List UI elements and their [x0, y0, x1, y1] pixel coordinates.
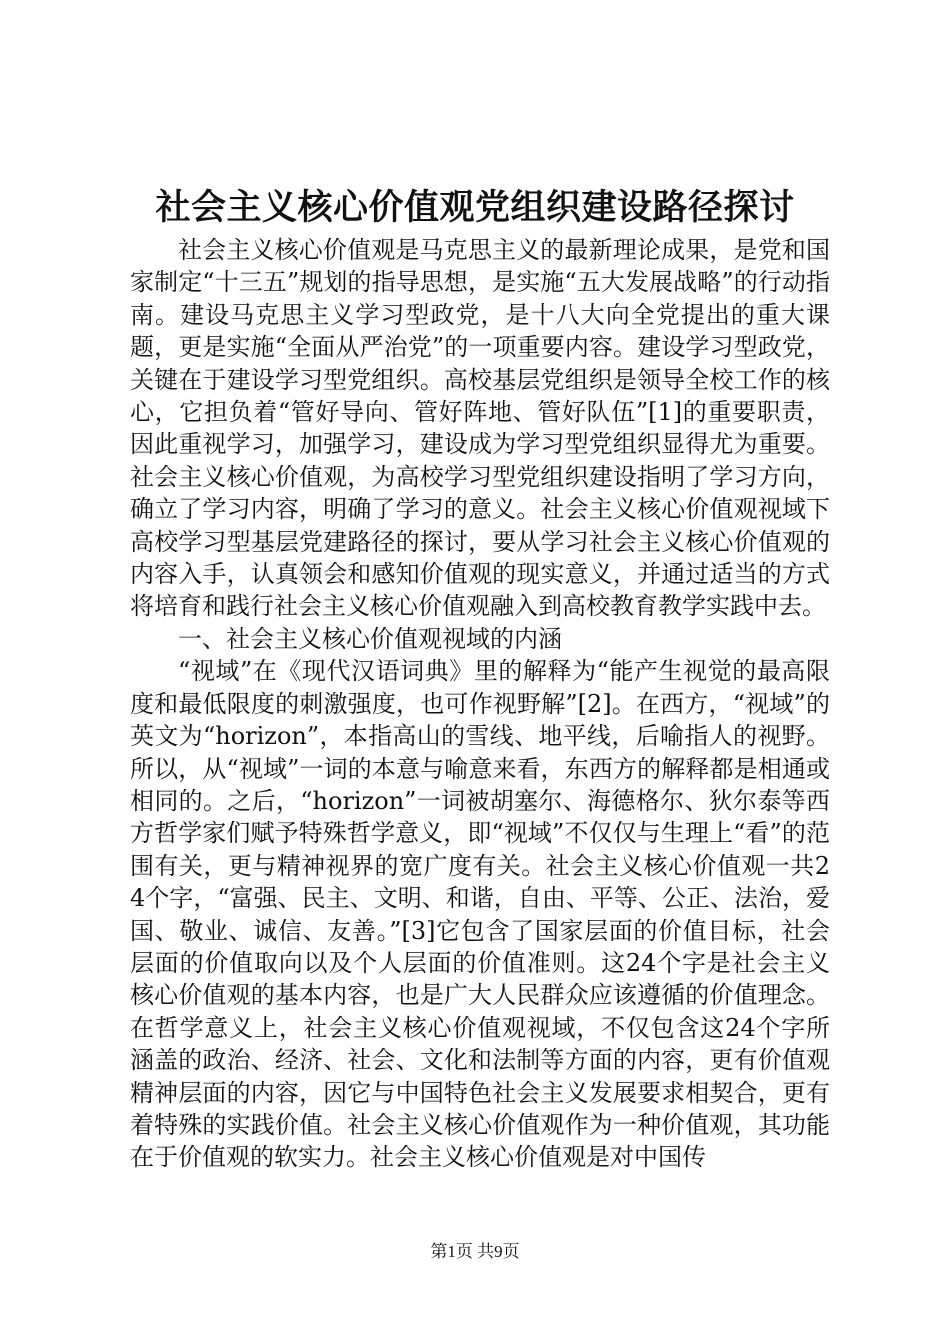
page-footer: 第1页 共9页: [430, 1242, 520, 1261]
paragraph-intro: 社会主义核心价值观是马克思主义的最新理论成果，是党和国家制定“十三五”规划的指导思想，是实施“五大发展战略”的行动指南。建设马克思主义学习型政党，是十八大向全党提出的重大课题，更是实施“全面从严治党”的一项重要内容。建设学习型政党，关键在于建设学习型党组织。高校基层党组织是领导全校工作的核心，它担负着“管好导向、管好阵地、管好队伍”[1]的重要职责，因此重视学习，加强学习，建设成为学习型党组织显得尤为重要。社会主义核心价值观，为高校学习型党组织建设指明了学习方向，确立了学习内容，明确了学习的意义。社会主义核心价值观视域下高校学习型基层党建路径的探讨，要从学习社会主义核心价值观的内容入手，认真领会和感知价值观的现实意义，并通过适当的方式将培育和践行社会主义核心价值观融入到高校教育教学实践中去。: [130, 236, 830, 621]
document-body: [130, 234, 830, 1174]
section-heading: 一、社会主义核心价值观视域的内涵: [178, 624, 562, 653]
document-title: 社会主义核心价值观党组织建设路径探讨: [155, 187, 795, 228]
paragraph-horizon: “视域”在《现代汉语词典》里的解释为“能产生视觉的最高限度和最低限度的刺激强度，也可作视野解”[2]。在西方，“视域”的英文为“horizon”，本指高山的雪线、地平线，后喻指人的视野。所以，从“视域”一词的本意与喻意来看，东西方的解释都是相通或相同的。之后，“horizon”一词被胡塞尔、海德格尔、狄尔泰等西方哲学家们赋予特殊哲学意义，即“视域”不仅仅与生理上“看”的范围有关，更与精神视界的宽广度有关。社会主义核心价值观一共24个字，“富强、民主、文明、和谐，自由、平等、公正、法治，爱国、敬业、诚信、友善。”[3]它包含了国家层面的价值目标，社会层面的价值取向以及个人层面的价值准则。这24个字是社会主义核心价值观的基本内容，也是广大人民群众应该遵循的价值理念。在哲学意义上，社会主义核心价值观视域，不仅包含这24个字所涵盖的政治、经济、社会、文化和法制等方面的内容，更有价值观精神层面的内容，因它与中国特色社会主义发展要求相契合，更有着特殊的实践价值。社会主义核心价值观作为一种价值观，其功能在于价值观的软实力。社会主义核心价值观是对中国传: [130, 657, 830, 1172]
